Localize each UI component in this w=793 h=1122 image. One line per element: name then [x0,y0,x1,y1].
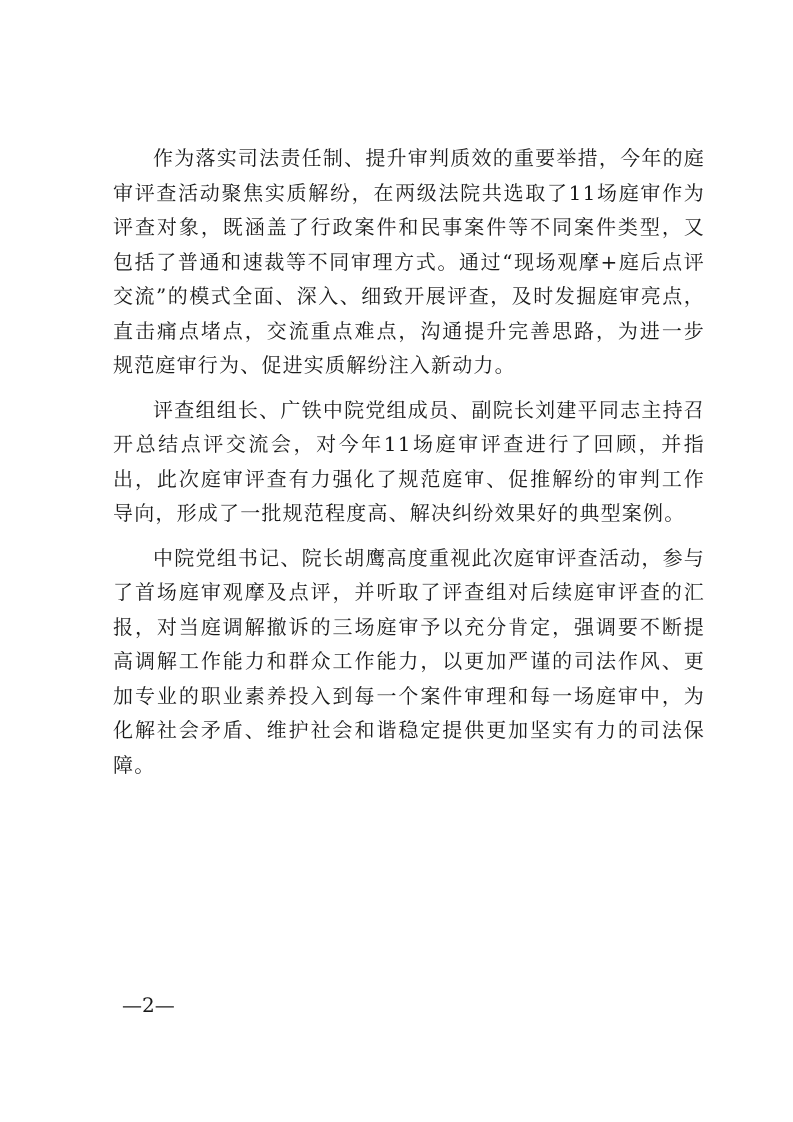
paragraph-1: 作为落实司法责任制、提升审判质效的重要举措，今年的庭审评查活动聚焦实质解纷，在两级法院共选取了11场庭审作为评查对象，既涵盖了行政案件和民事案件等不同案件类型，又包括了普通和速裁等不同审理方式。通过“现场观摩+庭后点评交流”的模式全面、深入、细致开展评查，及时发掘庭审亮点，直击痛点堵点，交流重点难点，沟通提升完善思路，为进一步规范庭审行为、促进实质解纷注入新动力。 [113,146,705,377]
paragraph-3: 中院党组书记、院长胡鹰高度重视此次庭审评查活动，参与了首场庭审观摩及点评，并听取了评查组对后续庭审评查的汇报，对当庭调解撤诉的三场庭审予以充分肯定，强调要不断提高调解工作能力和群众工作能力，以更加严谨的司法作风、更加专业的职业素养投入到每一个案件审理和每一场庭审中，为化解社会矛盾、维护社会和谐稳定提供更加坚实有力的司法保障。 [113,545,705,777]
document-body [113,141,705,782]
page-number: —2— [122,993,175,1017]
paragraph-2: 评查组组长、广铁中院党组成员、副院长刘建平同志主持召开总结点评交流会，对今年11场庭审评查进行了回顾，并指出，此次庭审评查有力强化了规范庭审、促推解纷的审判工作导向，形成了一批规范程度高、解决纠纷效果好的典型案例。 [113,397,705,525]
